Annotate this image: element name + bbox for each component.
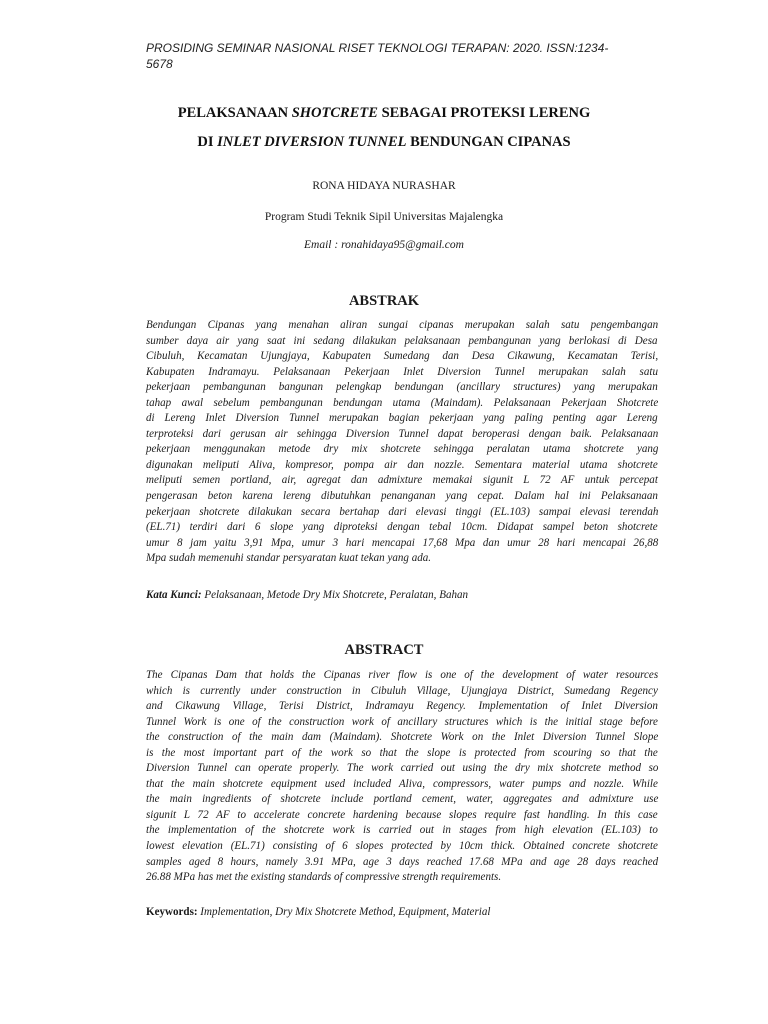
paper-title <box>100 99 668 157</box>
abstrak-heading: ABSTRAK <box>348 293 420 309</box>
abstract-line: sumber daya air yang saat ini sedang dilakukan pelaksanaan pembangunan yang berlokasi di Desa <box>146 334 658 347</box>
abstrak-body <box>146 318 658 567</box>
title-line-1 <box>100 99 668 128</box>
abstract-line: 26.88 MPa has met the existing standards of compressive strength requirements. <box>146 871 502 884</box>
abstract-body <box>146 668 658 886</box>
kata-kunci-text: Pelaksanaan, Metode Dry Mix Shotcrete, Peralatan, Bahan <box>201 589 469 601</box>
keywords <box>146 905 658 920</box>
abstract-line: pekerjaan menggunakan metode dry mix shotcrete sehingga peralatan utama shotcrete yang <box>146 443 659 456</box>
abstract-line: Tunnel Work is one of the construction work of ancillary structures which is the initial stage before <box>146 715 658 728</box>
title-line-2 <box>100 128 668 157</box>
abstract-line: and Cikawung Village, Terisi District, Indramayu Regency. Implementation of Inlet Diversion <box>146 700 658 713</box>
author-name: RONA HIDAYA NURASHAR <box>312 180 456 192</box>
kata-kunci <box>146 588 658 603</box>
running-head-line-1: PROSIDING SEMINAR NASIONAL RISET TEKNOLOGI TERAPAN: 2020. ISSN:1234- <box>146 41 609 55</box>
keywords-label: Keywords: <box>146 906 198 918</box>
title-text: BENDUNGAN CIPANAS <box>406 134 571 150</box>
abstract-heading: ABSTRACT <box>344 642 424 658</box>
abstract-line: (EL.71) terdiri dari 6 slope yang diproteksi dengan tebal 10cm. Didapat sampel beton shotcrete <box>146 521 658 534</box>
abstract-line: is the most important part of the work so that the slope is protected from scouring so that the <box>146 746 658 759</box>
abstract-line: terproteksi dari gerusan air sehingga Diversion Tunnel dapat beroperasi dengan baik. Pelaksanaan <box>146 427 659 440</box>
running-head <box>146 40 656 72</box>
abstract-line: tahap awal sebelum pembangunan bendungan utama (Maindam). Pelaksanaan Pekerjaan Shotcrete <box>146 396 659 409</box>
abstract-line: the implementation of the shotcrete work is carried out in stages from high elevation (EL.103) to <box>146 824 658 837</box>
running-head-line-2: 5678 <box>146 57 173 71</box>
abstract-line: umur 8 jam yaitu 3,91 Mpa, umur 3 hari mencapai 17,68 Mpa dan umur 28 hari mencapai 26,88 <box>146 536 659 549</box>
abstract-line: samples aged 8 hours, namely 3.91 MPa, age 3 days reached 17.68 MPa and age 28 days reached <box>146 855 659 868</box>
abstract-line: sigunit L 72 AF to accelerate concrete hardening because slopes require fast handling. In this case <box>146 808 658 821</box>
abstract-line: lowest elevation (EL.71) consisting of 6 slopes protected by 10cm thick. Obtained concrete shotcrete <box>146 840 658 853</box>
kata-kunci-label: Kata Kunci: <box>146 589 202 601</box>
abstract-line: Mpa sudah memenuhi standar persyaratan kuat tekan yang ada. <box>146 552 432 565</box>
author-email: Email : ronahidaya95@gmail.com <box>304 239 464 251</box>
title-text: SEBAGAI PROTEKSI LERENG <box>377 105 591 121</box>
title-text: DI <box>197 134 218 150</box>
abstract-line: pekerjaan pembangunan bangunan pelengkap bendungan (ancillary structures) yang merupakan <box>146 381 658 394</box>
abstract-line: Cibuluh, Kecamatan Ujungjaya, Kabupaten Sumedang dan Desa Cikawung, Kecamatan Terisi, <box>146 350 659 363</box>
title-italic-text: SHOTCRETE <box>291 105 378 121</box>
abstract-line: The Cipanas Dam that holds the Cipanas river flow is one of the development of water resources <box>146 669 659 681</box>
author-affiliation: Program Studi Teknik Sipil Universitas Majalengka <box>264 211 504 223</box>
abstract-line: pengerasan beton karena lereng dibutuhkan penanganan yang cepat. Dalam hal ini Pelaksanaan <box>146 490 658 503</box>
abstract-line: pekerjaan shotcrete dilakukan secara bertahap dari elevasi tinggi (EL.103) sampai elevasi terendah <box>146 505 659 518</box>
abstract-line: the construction of the main dam (Maindam). Shotcrete Work on the Inlet Diversion Tunnel Slope <box>146 731 659 744</box>
title-italic-text: INLET DIVERSION TUNNEL <box>217 134 407 150</box>
abstract-line: di Lereng Inlet Diversion Tunnel merupakan bagian pekerjaan yang paling penting agar Lereng <box>146 412 658 425</box>
keywords-text: Implementation, Dry Mix Shotcrete Method, Equipment, Material <box>197 906 491 918</box>
abstract-line: meliputi semen portland, air, agregat dan admixture memakai sigunit L 72 AF untuk percepat <box>146 474 658 487</box>
title-text: PELAKSANAAN <box>177 105 292 121</box>
abstract-line: Diversion Tunnel can operate properly. The work carried out using the dry mix shotcrete method so <box>146 762 659 775</box>
abstract-line: the main ingredients of shotcrete include portland cement, water, aggregates and admixture use <box>146 793 659 806</box>
abstract-line: that the main shotcrete equipment used included Aliva, compressors, water pumps and nozzle. While <box>146 777 658 790</box>
abstract-line: Kabupaten Indramayu. Pelaksanaan Pekerjaan Inlet Diversion Tunnel merupakan salah satu <box>146 365 658 378</box>
abstract-line: which is currently under construction in Cibuluh Village, Ujungjaya District, Sumedang Regency <box>146 684 658 697</box>
abstract-line: digunakan meliputi Aliva, kompresor, pompa air dan nozzle. Sementara material utama shotcrete <box>146 458 658 471</box>
abstract-line: Bendungan Cipanas yang menahan aliran sungai cipanas merupakan salah satu pengembangan <box>146 319 659 331</box>
